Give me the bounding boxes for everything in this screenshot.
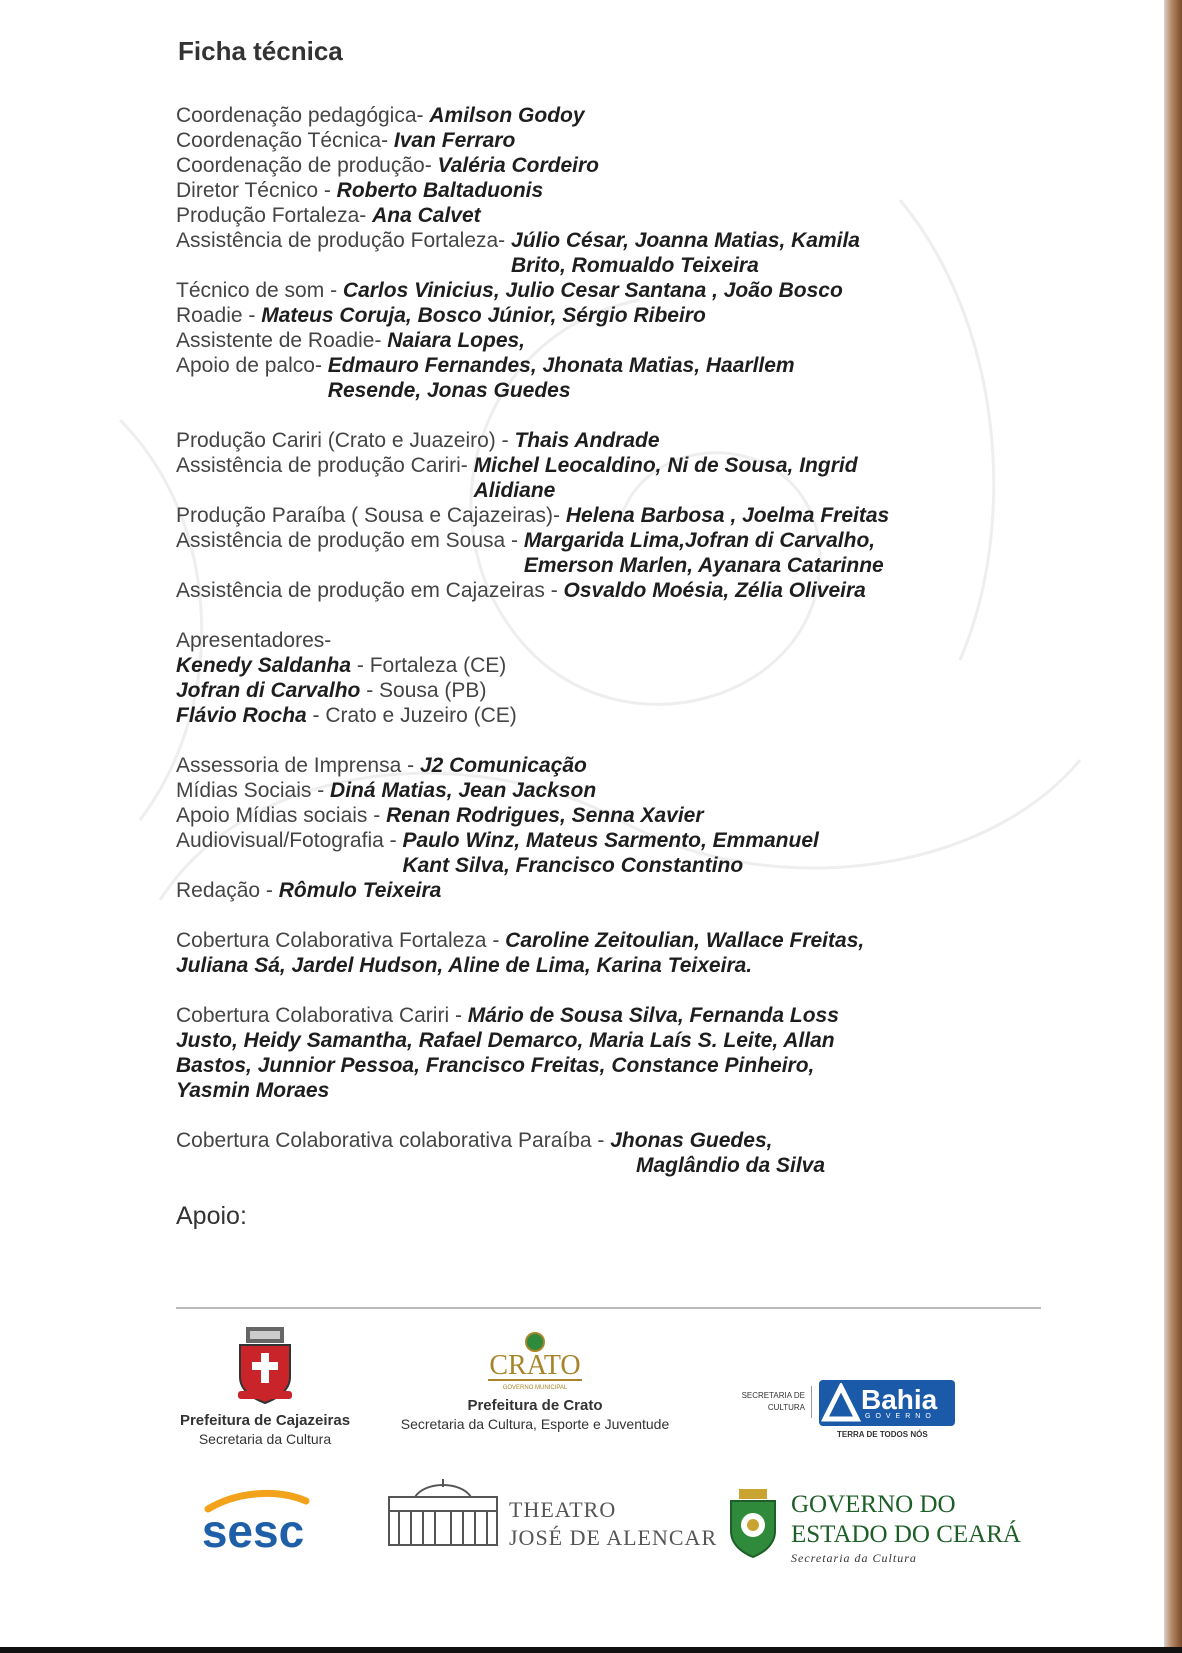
credit-row-continued [176, 853, 996, 878]
credit-row [176, 878, 996, 903]
credit-role: Assistência de produção Fortaleza- [176, 229, 512, 252]
credit-row [176, 803, 996, 828]
credit-role: Produção Paraíba ( Sousa e Cajazeiras)- [176, 504, 566, 527]
svg-text:sesc: sesc [201, 1505, 305, 1557]
credit-names: J2 Comunicação [419, 754, 587, 777]
theatro-building-icon [385, 1477, 501, 1551]
credit-row [176, 278, 996, 303]
credit-names: Júlio César, Joanna Matias, Kamila [511, 229, 860, 252]
credit-names: Amilson Godoy [429, 104, 585, 127]
cajazeiras-sub: Secretaria da Cultura [198, 1431, 332, 1447]
credit-role: Diretor Técnico - [176, 179, 337, 202]
coverage-fortaleza: Cobertura Colaborativa Fortaleza - Caroline Zeitoulian, Wallace Freitas, Juliana Sá, Jardel Hudson, Aline de Lima, Karina Teixeira. [176, 929, 865, 977]
credit-role: Mídias Sociais - [176, 779, 331, 802]
credits-list-media [176, 753, 996, 903]
credit-role: Assistência de produção em Cajazeiras - [176, 579, 564, 602]
apoio-heading: Apoio: [176, 1202, 247, 1230]
credit-names: Michel Leocaldino, Ni de Sousa, Ingrid [473, 454, 858, 477]
credit-role: Produção Cariri (Crato e Juazeiro) - [176, 429, 515, 452]
cajazeiras-crest-icon [230, 1325, 300, 1407]
crato-name: Prefeitura de Crato [467, 1397, 603, 1414]
bahia-logo-icon: Bahia GOVERNO [819, 1380, 955, 1426]
credit-role: Coordenação de produção- [176, 154, 438, 177]
credit-names: Emerson Marlen, Ayanara Catarinne [523, 554, 884, 577]
credits-section [176, 36, 996, 1231]
credit-names: Osvaldo Moésia, Zélia Oliveira [563, 579, 866, 602]
crato-sub: Secretaria da Cultura, Esporte e Juventude [400, 1416, 670, 1432]
bahia-tagline: TERRA DE TODOS NÓS [837, 1430, 928, 1439]
credit-role: Audiovisual/Fotografia - [176, 829, 403, 852]
credit-row-continued [176, 478, 996, 503]
credit-names: Kant Silva, Francisco Constantino [402, 854, 744, 877]
credit-names: Rômulo Teixeira [278, 879, 442, 902]
credit-role: Assessoria de Imprensa - [176, 754, 420, 777]
credit-row [176, 178, 996, 203]
credit-row [176, 228, 996, 253]
credit-names: Thais Andrade [514, 429, 660, 452]
credit-names: Paulo Winz, Mateus Sarmento, Emmanuel [402, 829, 819, 852]
credit-row [176, 103, 996, 128]
page-bottom-edge [0, 1647, 1182, 1653]
cajazeiras-name: Prefeitura de Cajazeiras [179, 1412, 351, 1429]
credit-row [176, 528, 996, 553]
credit-role: Assistência de produção em Sousa - [176, 529, 524, 552]
credit-role: Produção Fortaleza- [176, 204, 373, 227]
credit-row [176, 353, 996, 378]
presenters-block [176, 628, 996, 728]
credit-row-continued [176, 553, 996, 578]
credit-row-continued [176, 378, 996, 403]
credits-list [176, 103, 996, 403]
credit-names: Helena Barbosa , Joelma Freitas [565, 504, 890, 527]
credit-names: Diná Matias, Jean Jackson [330, 779, 597, 802]
presenter-item: Flávio Rocha - Crato e Juzeiro (CE) [176, 704, 517, 727]
credit-role: Redação - [176, 879, 279, 902]
page-title: Ficha técnica [178, 36, 343, 66]
credit-role: Assistência de produção Cariri- [176, 454, 474, 477]
sponsor-sesc [188, 1487, 318, 1557]
credit-names: Carlos Vinicius, Julio Cesar Santana , João Bosco [342, 279, 843, 302]
sponsor-theatro: THEATRO JOSÉ DE ALENCAR [385, 1475, 695, 1555]
credit-row [176, 203, 996, 228]
credit-row [176, 328, 996, 353]
page-edge [1164, 0, 1182, 1653]
coverage-cariri: Cobertura Colaborativa Cariri - Mário de Sousa Silva, Fernanda Loss Justo, Heidy Samantha, Rafael Demarco, Maria Laís S. Leite, Allan Bastos, Junnior Pessoa, Francisco Freitas, Constance Pinheiro, Yasmin Moraes [176, 1004, 839, 1102]
sponsor-bahia: SECRETARIA DE CULTURA Bahia GOVERNO TERRA DE TODOS NÓS [735, 1378, 970, 1448]
credit-role: Coordenação Técnica- [176, 129, 394, 152]
credit-row [176, 128, 996, 153]
credit-names: Renan Rodrigues, Senna Xavier [386, 804, 704, 827]
sponsor-crato [385, 1330, 685, 1433]
credit-names: Naiara Lopes, [387, 329, 526, 352]
credit-row-continued [176, 253, 996, 278]
credits-list-regional [176, 428, 996, 603]
presenters-heading: Apresentadores- [176, 629, 332, 652]
credit-role: Assistente de Roadie- [176, 329, 388, 352]
credit-role: Coordenação pedagógica- [176, 104, 430, 127]
credit-role: Apoio Mídias sociais - [176, 804, 387, 827]
crato-logo-icon [480, 1330, 590, 1392]
sesc-logo-icon [188, 1487, 318, 1557]
credit-row [176, 753, 996, 778]
credit-role: Técnico de som - [176, 279, 343, 302]
credit-names: Resende, Jonas Guedes [327, 379, 571, 402]
credit-role: Roadie - [176, 304, 262, 327]
credit-role: Apoio de palco- [176, 354, 328, 377]
ceara-crest-icon [725, 1487, 781, 1559]
credit-names: Ivan Ferraro [393, 129, 516, 152]
svg-text:GOVERNO MUNICIPAL: GOVERNO MUNICIPAL [502, 1385, 568, 1391]
sponsor-cajazeiras [170, 1325, 360, 1448]
credit-row [176, 428, 996, 453]
credit-row [176, 503, 996, 528]
divider [176, 1307, 1041, 1309]
credit-row [176, 453, 996, 478]
credit-row [176, 828, 996, 853]
credit-names: Edmauro Fernandes, Jhonata Matias, Haarllem [327, 354, 795, 377]
credit-row [176, 303, 996, 328]
presenter-item: Jofran di Carvalho - Sousa (PB) [176, 679, 487, 702]
credit-names: Brito, Romualdo Teixeira [511, 254, 759, 277]
coverage-paraiba: Cobertura Colaborativa colaborativa Paraíba - Jhonas Guedes, Maglândio da Silva [176, 1129, 826, 1177]
credit-names: Mateus Coruja, Bosco Júnior, Sérgio Ribeiro [261, 304, 706, 327]
sponsor-ceara: GOVERNO DO ESTADO DO CEARÁ Secretaria da Cultura [725, 1487, 1000, 1567]
svg-text:CRATO: CRATO [489, 1350, 581, 1381]
credit-row [176, 153, 996, 178]
credit-names: Margarida Lima,Jofran di Carvalho, [523, 529, 876, 552]
presenter-item: Kenedy Saldanha - Fortaleza (CE) [176, 654, 507, 677]
credit-names: Ana Calvet [372, 204, 481, 227]
credit-names: Alidiane [473, 479, 556, 502]
credit-names: Roberto Baltaduonis [336, 179, 544, 202]
credit-names: Valéria Cordeiro [437, 154, 599, 177]
credit-row [176, 578, 996, 603]
credit-row [176, 778, 996, 803]
